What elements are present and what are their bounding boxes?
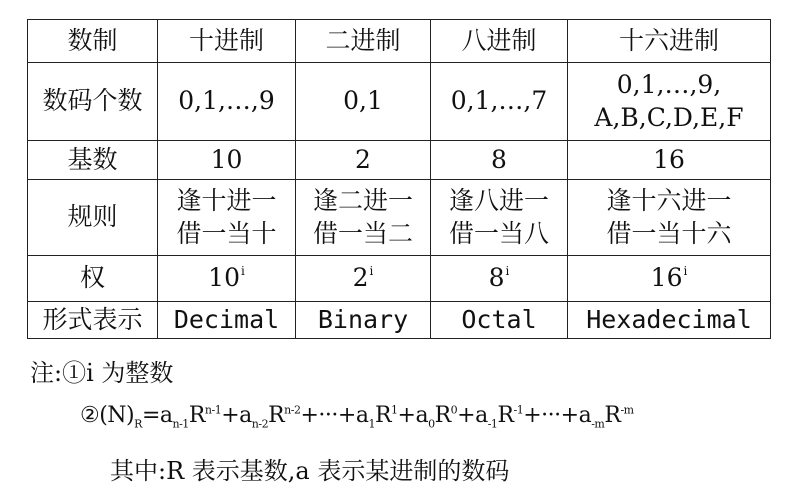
rule-hex-borrow: 借一当十六 [606, 218, 732, 248]
base-binary: 2 [296, 141, 431, 180]
formula-t4: +a [397, 403, 429, 428]
formula-t6-r: R [604, 403, 621, 428]
weight-oct-exp: i [505, 264, 510, 279]
base-decimal: 10 [158, 141, 296, 180]
rule-dec-borrow: 借一当十 [176, 218, 277, 248]
digits-hex-line2: A,B,C,D,E,F [594, 102, 744, 132]
formula-t2-r: R [268, 403, 285, 428]
formula-t4-r: R [434, 403, 451, 428]
formula-t1-sup: n-1 [204, 403, 222, 417]
formula-t2-sup: n-2 [284, 403, 301, 417]
formula-t5-sup: -1 [513, 403, 524, 417]
rule-row [28, 180, 771, 256]
formula-lead-sub: R [134, 417, 142, 431]
notation-binary: Binary [296, 302, 431, 339]
rule-hexadecimal [568, 180, 771, 256]
notation-row [28, 302, 771, 339]
notation-decimal: Decimal [158, 302, 296, 339]
header-row [28, 20, 771, 63]
formula-t4-sub: 0 [428, 417, 435, 431]
weight-dec-base: 10 [208, 263, 240, 293]
formula-t6-sub: -m [591, 417, 605, 431]
formula-t4-sup: 0 [450, 403, 458, 417]
rule-binary [296, 180, 431, 256]
weight-binary [296, 256, 431, 302]
formula-dots1: +···+a [300, 403, 369, 428]
weight-row [28, 256, 771, 302]
note-formula [80, 403, 634, 430]
row-label-notation: 形式表示 [28, 302, 158, 339]
notation-octal: Octal [431, 302, 568, 339]
formula-t3-r: R [374, 403, 392, 428]
formula-t3-sub: 1 [368, 417, 375, 431]
formula-lead: ②(N) [80, 403, 135, 428]
rule-hex-carry: 逢十六进一 [606, 186, 732, 215]
weight-dec-exp: i [240, 264, 245, 279]
digits-octal: 0,1,…,7 [431, 63, 568, 141]
header-binary: 二进制 [296, 20, 431, 63]
weight-hex-exp: i [683, 264, 688, 279]
weight-bin-exp: i [369, 264, 374, 279]
note-1-text: ①i 为整数 [62, 359, 174, 387]
formula-t1-sub: n-1 [172, 417, 189, 431]
base-octal: 8 [431, 141, 568, 180]
header-number-system: 数制 [28, 20, 158, 63]
weight-decimal [158, 256, 296, 302]
weight-oct-base: 8 [488, 263, 505, 293]
rule-decimal [158, 180, 296, 256]
notes-prefix: 注: [30, 359, 63, 387]
digits-binary: 0,1 [296, 63, 431, 141]
row-label-base: 基数 [28, 141, 158, 180]
formula-t1-r: R [188, 403, 205, 428]
rule-oct-carry: 逢八进一 [448, 186, 549, 215]
header-hexadecimal: 十六进制 [568, 20, 771, 63]
digits-hex-line1: 0,1,…,9, [616, 70, 722, 99]
row-label-rule: 规则 [28, 180, 158, 256]
rule-octal [431, 180, 568, 256]
formula-t3-sup: 1 [391, 403, 398, 417]
header-decimal: 十进制 [158, 20, 296, 63]
row-label-digits: 数码个数 [28, 63, 158, 141]
formula-t5-r: R [497, 403, 514, 428]
weight-bin-base: 2 [352, 263, 369, 293]
weight-octal [431, 256, 568, 302]
note-definition: 其中:R 表示基数,a 表示某进制的数码 [110, 457, 510, 485]
digits-decimal: 0,1,…,9 [158, 63, 296, 141]
formula-t5-sub: -1 [487, 417, 498, 431]
digits-row [28, 63, 771, 141]
formula-t6-sup: -m [620, 403, 634, 417]
rule-bin-borrow: 借一当二 [312, 218, 413, 248]
formula-t2: +a [221, 403, 252, 428]
row-label-weight: 权 [28, 256, 158, 302]
number-system-table [27, 19, 771, 339]
rule-dec-carry: 逢十进一 [176, 186, 277, 215]
formula-t1: =a [141, 403, 173, 428]
base-hexadecimal: 16 [568, 141, 771, 180]
note-integer [30, 353, 173, 388]
weight-hex-base: 16 [650, 263, 683, 293]
digits-hexadecimal [568, 63, 771, 141]
header-octal: 八进制 [431, 20, 568, 63]
rule-bin-carry: 逢二进一 [312, 186, 413, 215]
formula-t2-sub: n-2 [251, 417, 269, 431]
formula-dots2: +···+a [523, 403, 592, 428]
base-row [28, 141, 771, 180]
weight-hexadecimal [568, 256, 771, 302]
rule-oct-borrow: 借一当八 [448, 218, 549, 248]
formula-t5: +a [457, 403, 488, 428]
notation-hexadecimal: Hexadecimal [568, 302, 771, 339]
